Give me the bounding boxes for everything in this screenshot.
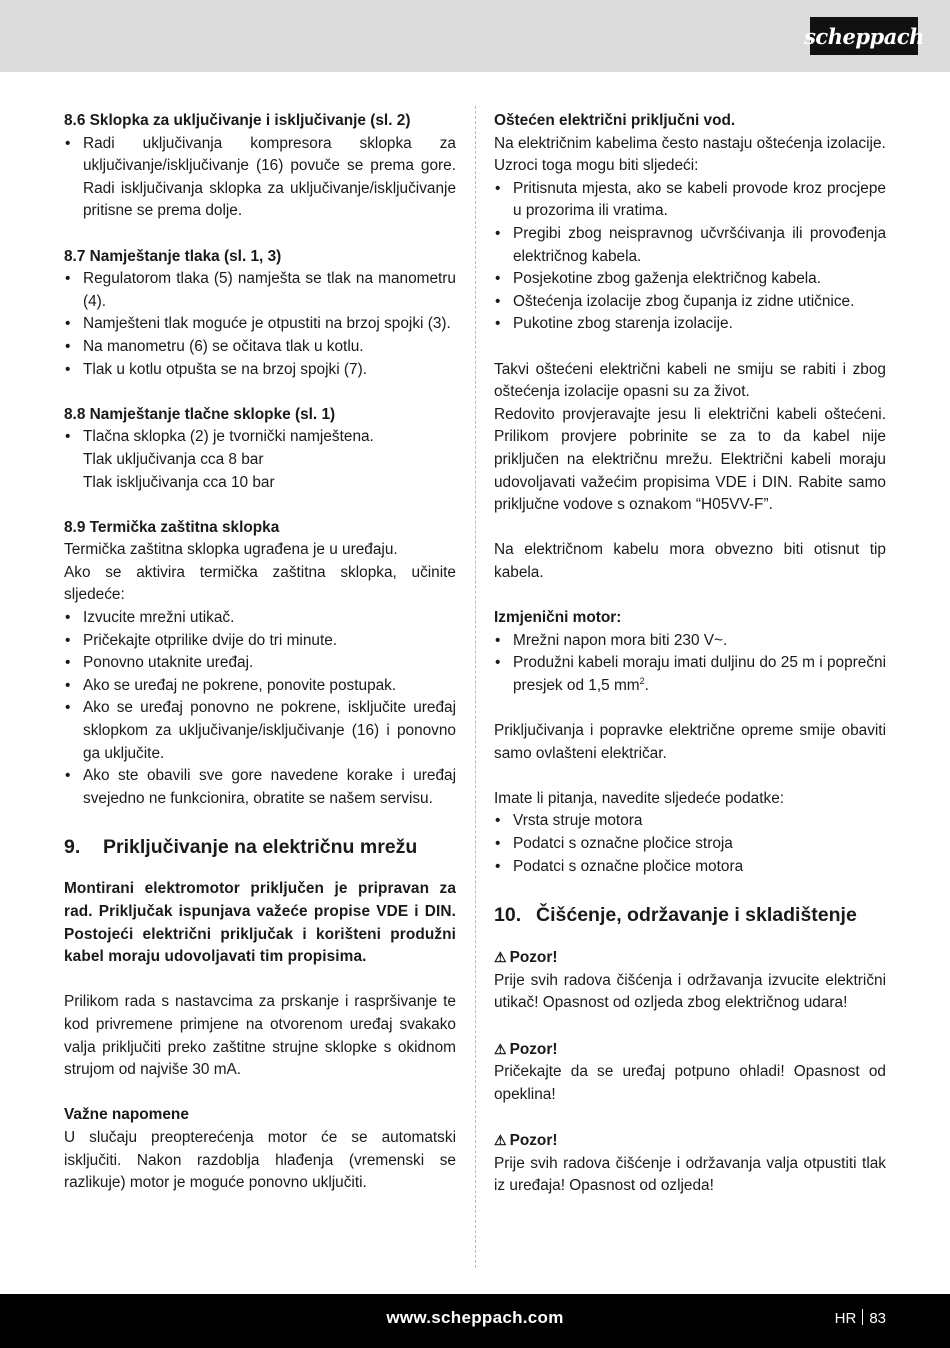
list-item: • Ponovno utaknite uređaj. [64, 652, 456, 675]
section-8-7-heading: 8.7 Namještanje tlaka (sl. 1, 3) [64, 247, 282, 265]
list-item: • Pregibi zbog neispravnog učvršćivanja ili provođenja električnog kabela. [494, 223, 886, 268]
warning-label: Pozor! [509, 949, 558, 967]
damaged-cable-text: Uzroci toga mogu biti sljedeći: [494, 157, 699, 175]
separator [862, 1309, 863, 1325]
damaged-cable-text: Na električnom kabelu mora obvezno biti otisnut tip kabela. [494, 541, 886, 581]
chapter-9-text: Prilikom rada s nastavcima za prskanje i raspršivanje te kod privremene primjene na otvorenom uređaj svakako valja priključiti preko zaštitne strujne sklopke s okidnom strujom od najviše 30 mA. [64, 993, 456, 1079]
section-8-9-heading: 8.9 Termička zaštitna sklopka [64, 518, 280, 536]
footer-band [0, 1294, 950, 1348]
chapter-9-intro: Montirani elektromotor priključen je pripravan za rad. Priključak ispunjava važeće propise VDE i DIN. Postojeći električni priključak i korišteni produžni kabel moraju udovoljavati tim propisima. [64, 880, 456, 966]
damaged-cable-text: Redovito provjeravajte jesu li električni kabeli oštećeni. Prilikom provjere pobrinite se za to da kabel nije priključen na električnu mrežu. Električni kabeli moraju udovoljavati važećim propisima VDE i DIN. Rabite samo priključne vodove s oznakom “H05VV-F”. [494, 405, 886, 514]
list-item: • Pričekajte otprilike dvije do tri minute. [64, 630, 456, 653]
section-8-9-text: Termička zaštitna sklopka ugrađena je u uređaju. [64, 541, 398, 559]
list-item: • Ako se uređaj ponovno ne pokrene, isključite uređaj sklopkom za uključivanje/isključivanje (16) i ponovno ga uključite. [64, 697, 456, 765]
section-8-6-list [64, 133, 456, 223]
list-item: • Pritisnuta mjesta, ako se kabeli provode kroz procjepe u prozorima ili vratima. [494, 178, 886, 223]
warning-text: Prije svih radova čišćenje i održavanja valja otpustiti tlak iz uređaja! Opasnost od ozljeda! [494, 1154, 886, 1195]
section-8-7-list [64, 268, 456, 381]
warning-triangle-icon: ⚠ [494, 949, 507, 966]
damaged-cable-heading: Oštećen električni priključni vod. [494, 112, 736, 129]
warning-text: Pričekajte da se uređaj potpuno ohladi! Opasnost od opeklina! [494, 1063, 886, 1103]
list-item: • Mrežni napon mora biti 230 V~. [494, 630, 886, 653]
list-item: • Ako se uređaj ne pokrene, ponovite postupak. [64, 675, 456, 698]
warning-heading [494, 946, 886, 970]
damaged-cable-text: Na električnim kabelima često nastaju oštećenja izolacije. [494, 134, 886, 152]
warning-triangle-icon: ⚠ [494, 1131, 507, 1148]
ac-motor-text: Imate li pitanja, navedite sljedeće podatke: [494, 789, 785, 807]
damaged-cable-text: Takvi oštećeni električni kabeli ne smiju se rabiti i zbog oštećenja izolacije opasni su za život. [494, 360, 886, 401]
warning-label: Pozor! [509, 1040, 558, 1058]
list-item: • Vrsta struje motora [494, 810, 886, 833]
page-indicator [835, 1309, 886, 1327]
list-item: • Podatci s označne pločice stroja [494, 833, 886, 856]
list-item: • Podatci s označne pločice motora [494, 856, 886, 879]
list-item-text: Produžni kabeli moraju imati duljinu do 25 m i poprečni presjek od 1,5 mm [513, 654, 886, 694]
superscript: 2 [639, 675, 645, 686]
section-8-6-heading: 8.6 Sklopka za uključivanje i isključivanje (sl. 2) [64, 112, 411, 129]
list-item: • Ako ste obavili sve gore navedene korake i uređaj svejedno ne funkcionira, obratite se našem servisu. [64, 765, 456, 810]
column-divider [475, 106, 476, 1268]
list-item: • Regulatorom tlaka (5) namješta se tlak na manometru (4). [64, 268, 456, 313]
chapter-number: 10. [494, 904, 522, 927]
warning-label: Pozor! [509, 1131, 558, 1149]
warning-heading [494, 1038, 886, 1062]
warning-text: Prije svih radova čišćenja i održavanja izvucite električni utikač! Opasnost od ozljeda zbog električnog udara! [494, 971, 886, 1012]
left-column [64, 110, 456, 1195]
language-code: HR [834, 1310, 857, 1327]
page-number: 83 [869, 1310, 886, 1327]
brand-logo: scheppach [810, 17, 918, 55]
list-item: • Radi uključivanja kompresora sklopka za uključivanje/isključivanje (16) povuče se prema gore. Radi isključivanja sklopka za uključivanje/isključivanje pritisne se prema dolje. [64, 133, 456, 223]
chapter-title: Priključivanje na električnu mrežu [103, 836, 418, 859]
list-item: • Tlak u kotlu otpušta se na brzoj spojki (7). [64, 359, 456, 382]
section-8-8-list [64, 426, 456, 449]
chapter-title: Čišćenje, održavanje i skladištenje [536, 904, 857, 927]
damaged-cable-list [494, 178, 886, 336]
section-8-8-heading: 8.8 Namještanje tlačne sklopke (sl. 1) [64, 405, 336, 423]
list-item: • Pukotine zbog starenja izolacije. [494, 313, 886, 336]
warning-triangle-icon: ⚠ [494, 1040, 507, 1057]
list-item: • Namješteni tlak moguće je otpustiti na brzoj spojki (3). [64, 313, 456, 336]
chapter-number: 9. [64, 836, 81, 859]
section-8-9-list [64, 607, 456, 810]
list-item [494, 652, 886, 697]
ac-motor-data-list [494, 810, 886, 878]
list-item: • Posjekotine zbog gaženja električnog kabela. [494, 268, 886, 291]
section-8-9-text: Ako se aktivira termička zaštitna sklopka, učinite sljedeće: [64, 563, 456, 604]
list-item: • Na manometru (6) se očitava tlak u kotlu. [64, 336, 456, 359]
switch-off-pressure: Tlak isključivanja cca 10 bar [83, 473, 275, 491]
list-item-end: . [644, 676, 649, 694]
switch-on-pressure: Tlak uključivanja cca 8 bar [83, 450, 264, 468]
ac-motor-text: Priključivanja i popravke električne opreme smije obaviti samo ovlašteni električar. [494, 722, 886, 762]
chapter-10-heading [494, 902, 886, 928]
warning-heading [494, 1129, 886, 1153]
list-item: • Izvucite mrežni utikač. [64, 607, 456, 630]
ac-motor-heading: Izmjenični motor: [494, 609, 622, 627]
list-item: • Tlačna sklopka (2) je tvornički namještena. [64, 426, 456, 449]
list-item: • Oštećenja izolacije zbog čupanja iz zidne utičnice. [494, 291, 886, 314]
ac-motor-list [494, 630, 886, 698]
chapter-9-heading [64, 834, 456, 860]
important-notes-heading: Važne napomene [64, 1106, 189, 1124]
important-notes-text: U slučaju preopterećenja motor će se automatski isključiti. Nakon razdoblja hlađenja (vremenski se razlikuje) motor je moguće ponovno uključiti. [64, 1128, 456, 1192]
right-column [494, 110, 886, 1198]
website-link[interactable]: www.scheppach.com [386, 1308, 564, 1327]
